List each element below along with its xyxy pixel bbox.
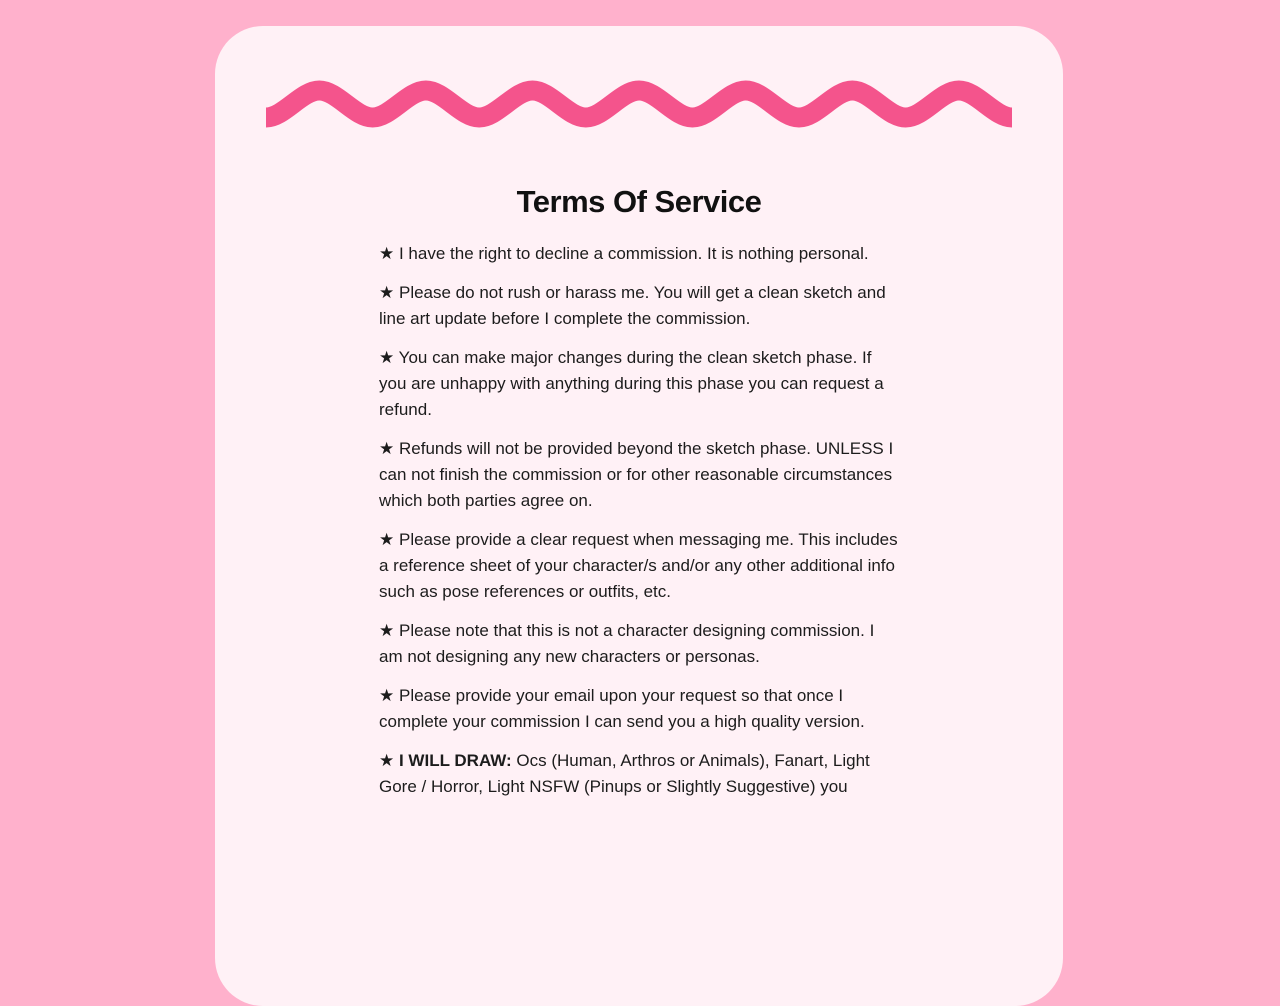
star-bullet-icon: ★ bbox=[379, 530, 395, 550]
terms-list bbox=[379, 241, 899, 800]
star-bullet-icon: ★ bbox=[379, 283, 395, 303]
term-item bbox=[379, 241, 899, 267]
term-text: Please note that this is not a character designing commission. I am not designing any new characters or personas. bbox=[379, 621, 875, 666]
term-item bbox=[379, 748, 899, 800]
term-item bbox=[379, 683, 899, 735]
term-text: Please do not rush or harass me. You will get a clean sketch and line art update before I complete the commission. bbox=[379, 283, 886, 328]
term-item bbox=[379, 618, 899, 670]
page-title: Terms Of Service bbox=[516, 184, 762, 219]
star-bullet-icon: ★ bbox=[379, 348, 395, 368]
term-text: I have the right to decline a commission. It is nothing personal. bbox=[398, 244, 869, 263]
term-text: Refunds will not be provided beyond the sketch phase. UNLESS I can not finish the commission or for other reasonable circumstances which both parties agree on. bbox=[379, 439, 894, 510]
star-bullet-icon: ★ bbox=[379, 686, 395, 706]
term-item bbox=[379, 527, 899, 605]
term-item bbox=[379, 280, 899, 332]
term-text: Ocs (Human, Arthros or Animals), Fanart, Light Gore / Horror, Light NSFW (Pinups or Slightly Suggestive) you bbox=[379, 751, 870, 796]
term-item bbox=[379, 436, 899, 514]
term-text: You can make major changes during the clean sketch phase. If you are unhappy with anything during this phase you can request a refund. bbox=[379, 348, 884, 419]
term-bold-label: I WILL DRAW: bbox=[398, 751, 512, 770]
terms-card bbox=[215, 26, 1063, 1006]
squiggle-divider-icon bbox=[266, 80, 1012, 128]
term-text: Please provide your email upon your request so that once I complete your commission I can send you a high quality version. bbox=[379, 686, 865, 731]
star-bullet-icon: ★ bbox=[379, 244, 395, 264]
star-bullet-icon: ★ bbox=[379, 751, 395, 771]
term-item bbox=[379, 345, 899, 423]
star-bullet-icon: ★ bbox=[379, 621, 395, 641]
star-bullet-icon: ★ bbox=[379, 439, 395, 459]
term-text: Please provide a clear request when messaging me. This includes a reference sheet of your character/s and/or any other additional info such as pose references or outfits, etc. bbox=[379, 530, 898, 601]
